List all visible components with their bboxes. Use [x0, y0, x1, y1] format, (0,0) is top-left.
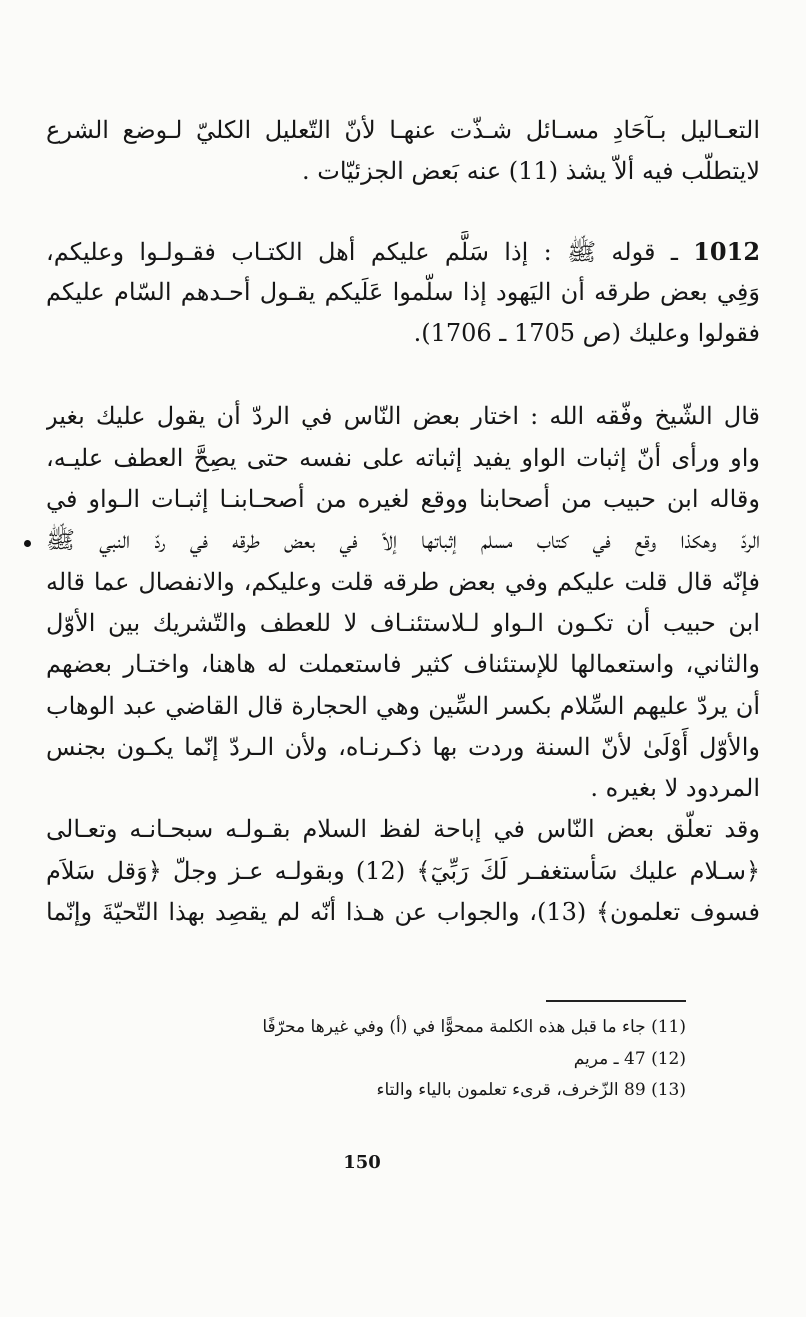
text-line: لايتطلّب فيه ألاّ يشذ (11) عنه بَعض الجزئيّات . [302, 157, 760, 186]
hadith-entry [46, 231, 760, 355]
entry-number: 1012 [693, 236, 760, 266]
text-line: أن يردّ عليهم السِّلام بكسر السِّين وهي الحجارة قال القاضي عبد الوهاب [46, 691, 760, 720]
text-line: قال الشّيخ وفّقه الله : اختار بعض النّاس في الردّ أن يقول عليك بغير [46, 402, 760, 431]
commentary-paragraph-2 [46, 809, 760, 933]
text-line: ابن حبيب أن تكـون الـواو لـلاستئنـاف لا للعطف والتّشريك بين الأوّل [46, 608, 760, 637]
page-number: 150 [343, 1152, 381, 1173]
text-line: المردود لا بغيره . [590, 774, 760, 803]
footnote: (13) 89 الزّخرف، قرىء تعلمون بالياء والتاء [376, 1080, 686, 1100]
text-line: الردّ وهكذا وقع في كتاب مسلم إثباتها إلاّ في بعض طرقه في ردّ النبي ﷺ [46, 526, 760, 555]
text-line [46, 231, 760, 272]
text-line: التعـاليل بـآحَادِ مسـائل شـذّت عنهـا لأنّ التّعليل الكليّ لـوضع الشرع [46, 116, 760, 144]
text-line: والثاني، واستعمالها للإستئناف كثير فاستعملت له هاهنا، واختـار بعضهم [46, 650, 760, 679]
text-line: واو ورأى أنّ إثبات الواو يفيد إثباته على نفسه حتى يصِحَّ العطف عليـه، [46, 443, 760, 472]
text-line: والأوّل أَوْلَىٰ لأنّ السنة وردت بها ذكـرنـاه، ولأن الـردّ إنّما يكـون بجنس [46, 732, 760, 761]
entry-heading: ـ قوله ﷺ : إذا سَلَّم عليكم أهل الكتـاب فقـولـوا وعليكم، [46, 237, 678, 266]
footnote: (11) جاء ما قبل هذه الكلمة ممحوًّا في (أ) وفي غيرها محرّفًا [262, 1017, 686, 1037]
text-line: فإنّه قال قلت عليكم وفي بعض طرقه قلت وعليكم، والانفصال عما قاله [46, 567, 760, 596]
text-line: وقاله ابن حبيب من أصحابنا ووقع لغيره من أصحـابنـا إثبـات الـواو في [46, 485, 760, 514]
main-text [46, 110, 760, 933]
paragraph-continuation [46, 110, 760, 193]
footnote-divider [546, 1000, 686, 1002]
text-line: وقد تعلّق بعض النّاس في إباحة لفظ السلام بقـولـه سبحـانـه وتعـالى [46, 815, 760, 844]
margin-dot-marker [24, 540, 31, 547]
text-line: فقولوا وعليك (ص 1705 ـ 1706). [413, 319, 760, 348]
text-line: وَفِي بعض طرقه أن اليَهود إذا سلّموا عَلَيكم يقـول أحـدهم السّام عليكم [46, 277, 760, 306]
text-line: ﴿سـلام عليك سَأستغفـر لَكَ رَبِّيٓ﴾ (12) وبقولـه عـز وجلّ ﴿وَقل سَلاَم [46, 856, 760, 885]
commentary-paragraph [46, 396, 760, 809]
footnote: (12) 47 ـ مريم [573, 1048, 686, 1069]
text-line: فسوف تعلمون﴾ (13)، والجواب عن هـذا أنّه لم يقصِد بهذا التّحيّةَ وإنّما [46, 898, 760, 927]
footnotes [66, 1012, 686, 1107]
